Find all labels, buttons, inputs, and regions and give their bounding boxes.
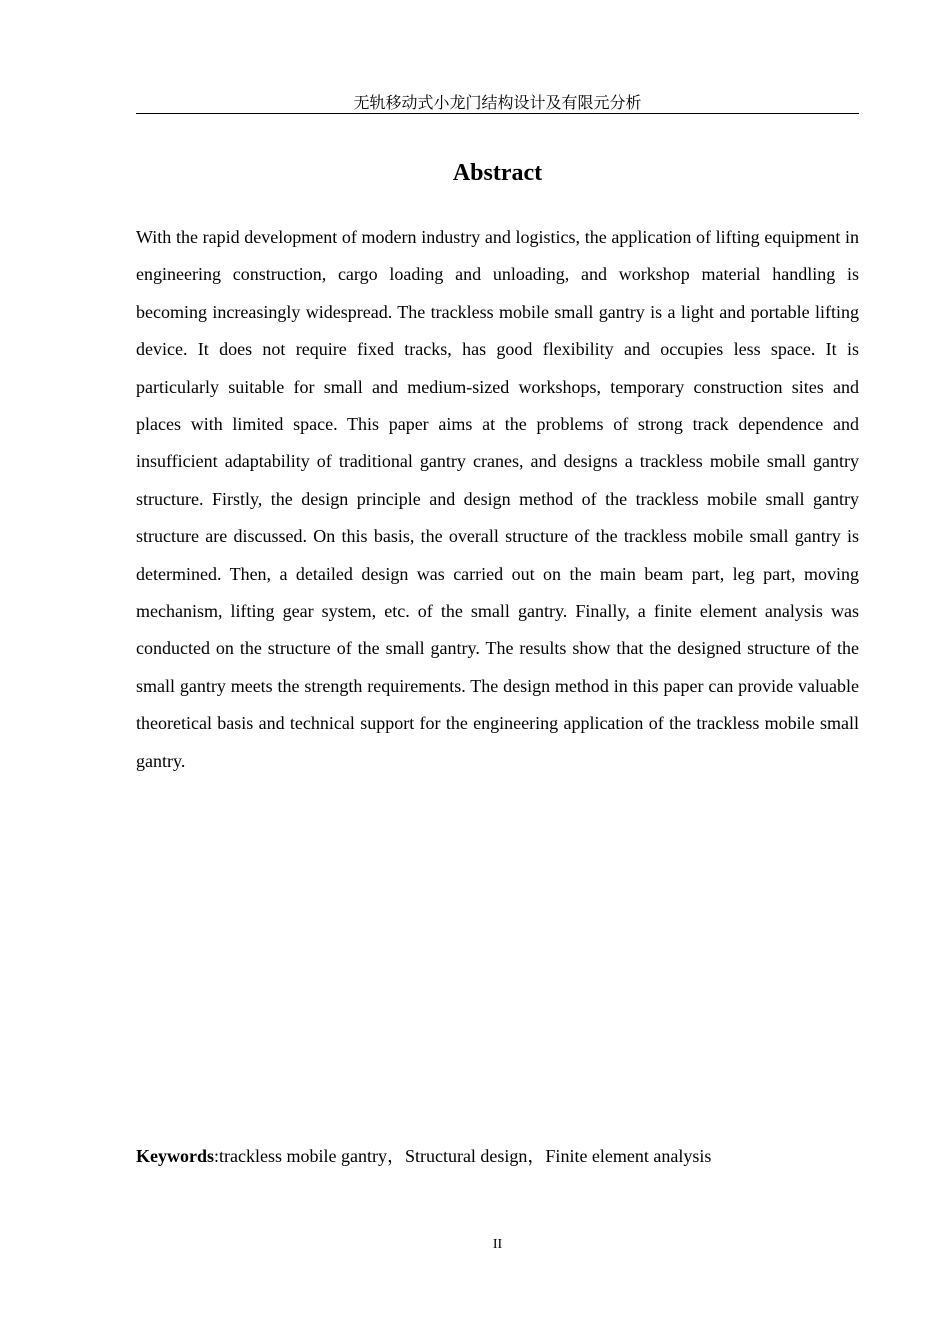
- abstract-body: With the rapid development of modern industry and logistics, the application of lifting equipment in engineering construction, cargo loading and unloading, and workshop material handling is becoming increasingly widespread. The trackless mobile small gantry is a light and portable lifting device. It does not require fixed tracks, has good flexibility and occupies less space. It is particularly suitable for small and medium-sized workshops, temporary construction sites and places with limited space. This paper aims at the problems of strong track dependence and insufficient adaptability of traditional gantry cranes, and designs a trackless mobile small gantry structure. Firstly, the design principle and design method of the trackless mobile small gantry structure are discussed. On this basis, the overall structure of the trackless mobile small gantry is determined. Then, a detailed design was carried out on the main beam part, leg part, moving mechanism, lifting gear system, etc. of the small gantry. Finally, a finite element analysis was conducted on the structure of the small gantry. The results show that the designed structure of the small gantry meets the strength requirements. The design method in this paper can provide valuable theoretical basis and technical support for the engineering application of the trackless mobile small gantry.: [136, 227, 859, 771]
- keywords-line: [136, 1140, 859, 1172]
- abstract-title: Abstract: [452, 160, 543, 186]
- keywords-label: Keywords: [136, 1146, 214, 1166]
- keywords-text: :trackless mobile gantry，Structural design，Finite element analysis: [214, 1146, 712, 1166]
- page-number: II: [492, 1237, 503, 1252]
- running-header: 无轨移动式小龙门结构设计及有限元分析: [136, 92, 859, 114]
